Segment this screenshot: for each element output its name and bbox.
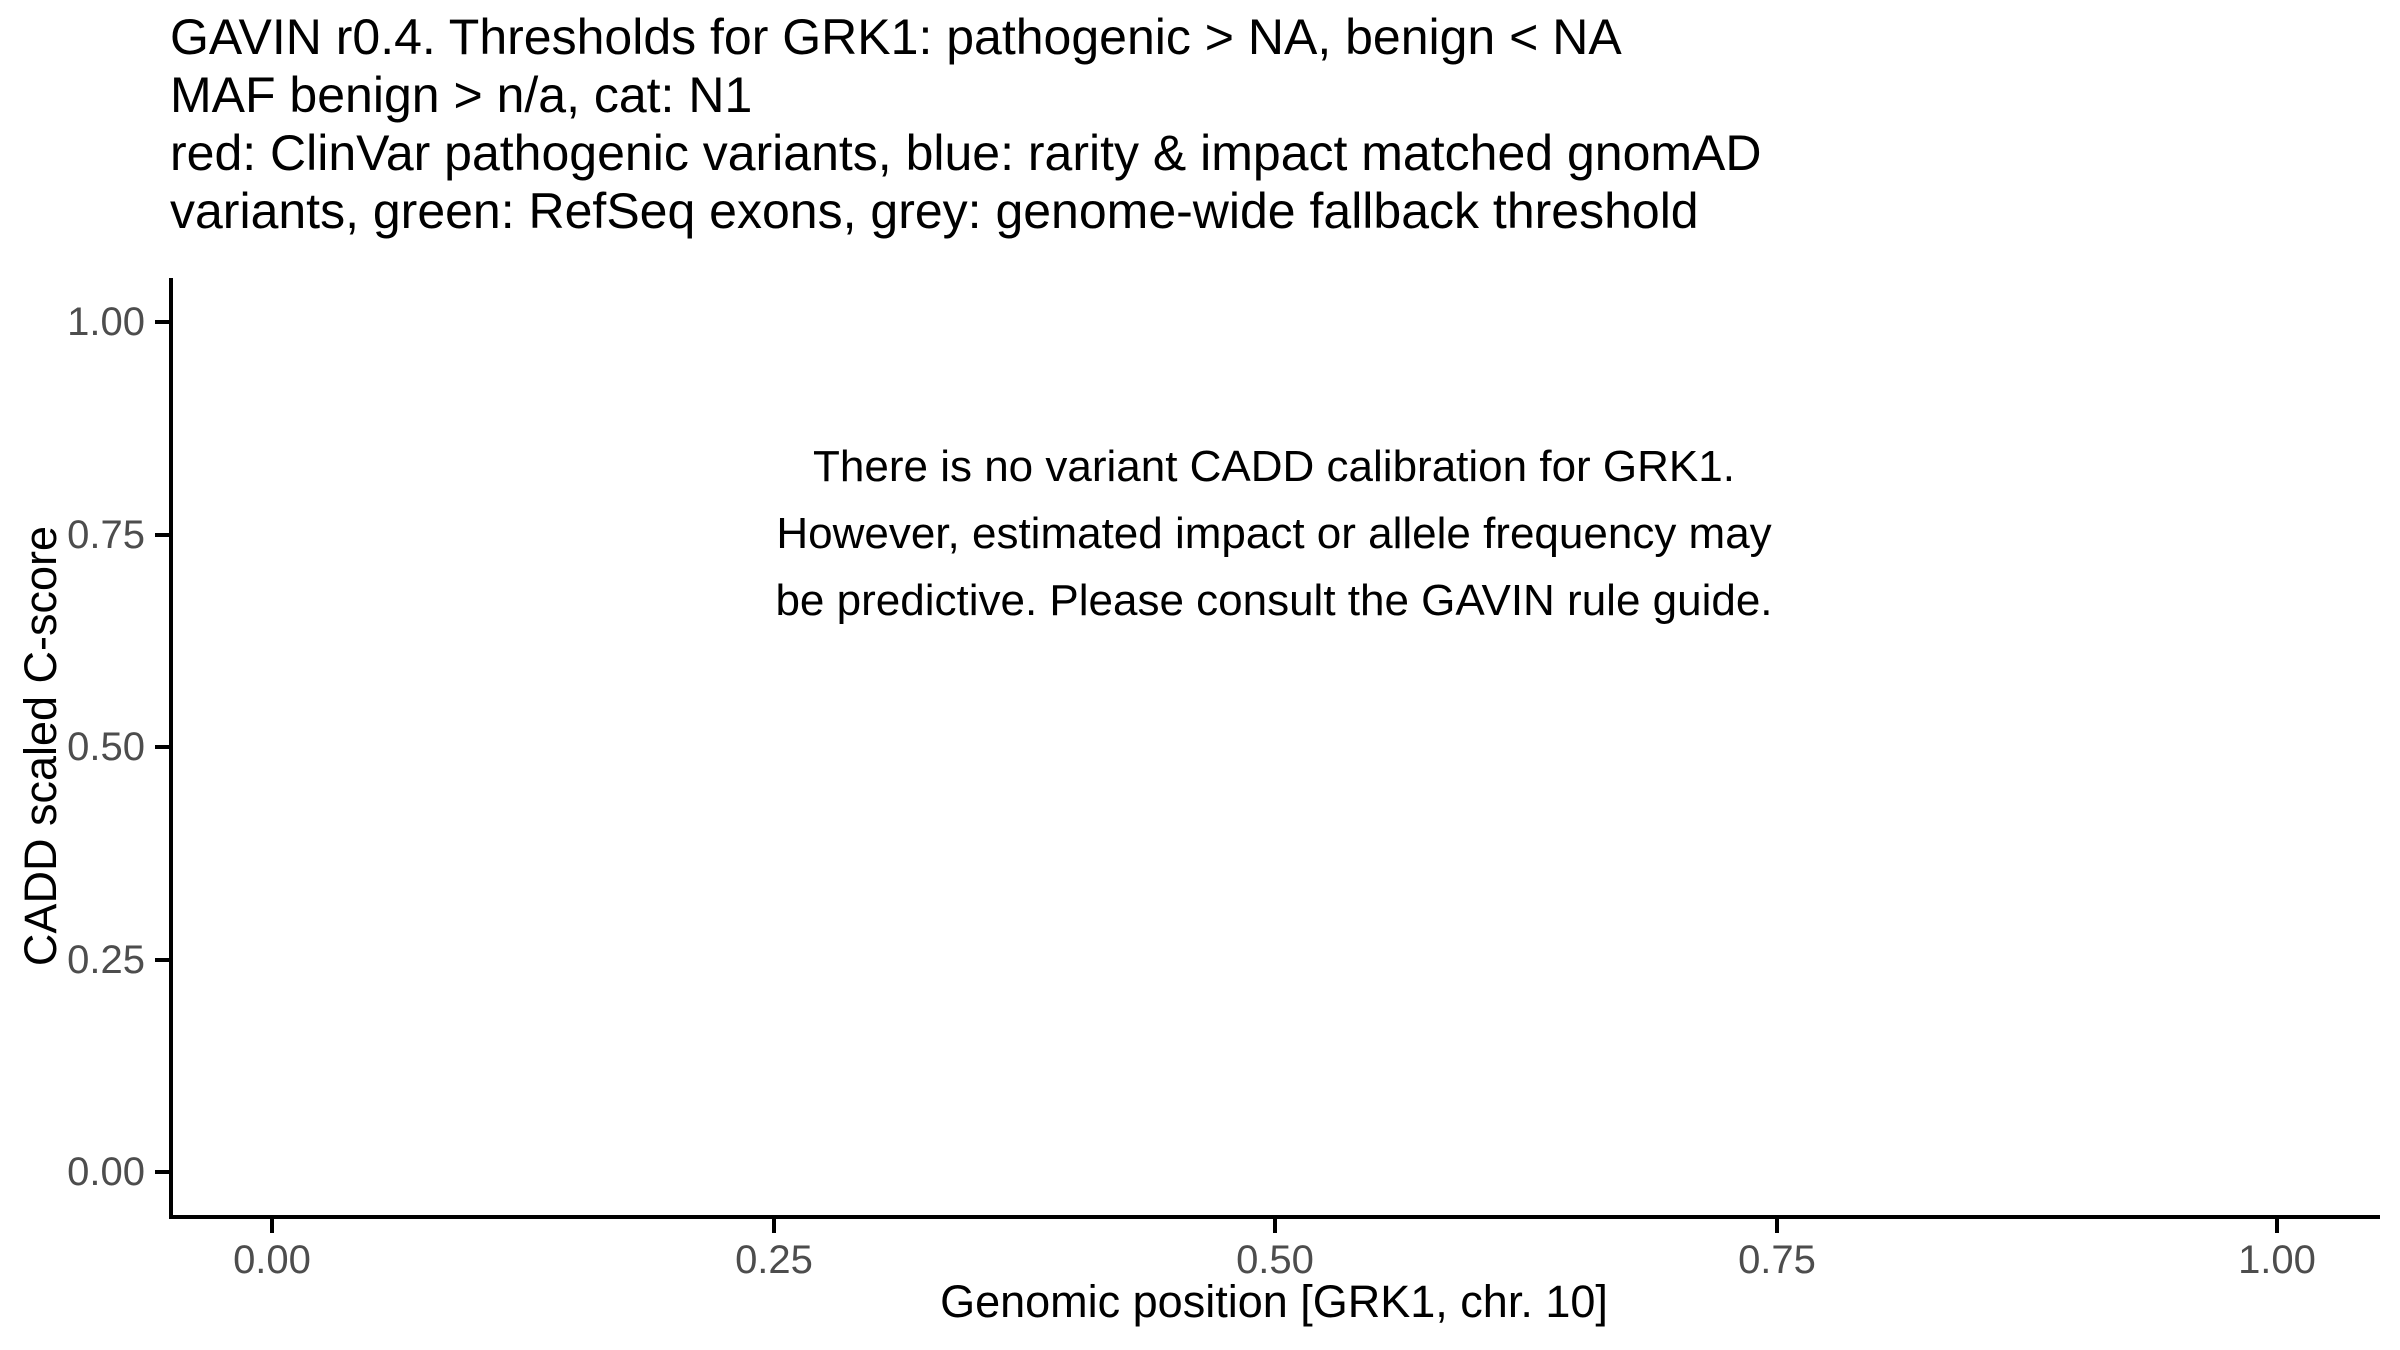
annotation-line-2: However, estimated impact or allele frequency may [776, 509, 1772, 558]
x-tick-label: 0.00 [233, 1238, 311, 1282]
x-tick-mark-0.50 [1273, 1219, 1277, 1233]
plot-title [170, 8, 1761, 240]
x-tick-mark-1.00 [2275, 1219, 2279, 1233]
y-tick-mark-0.00 [155, 1170, 169, 1174]
y-tick-mark-0.25 [155, 958, 169, 962]
no-calibration-annotation [775, 433, 1772, 634]
y-tick-label: 0.50 [67, 725, 145, 769]
x-tick-label: 0.25 [735, 1238, 813, 1282]
y-tick-label: 0.75 [67, 513, 145, 557]
x-tick-mark-0.00 [270, 1219, 274, 1233]
y-tick-mark-0.75 [155, 533, 169, 537]
plot-title-line-4: variants, green: RefSeq exons, grey: genome-wide fallback threshold [170, 183, 1699, 239]
y-tick-mark-0.50 [155, 745, 169, 749]
plot-title-line-1: GAVIN r0.4. Thresholds for GRK1: pathogenic > NA, benign < NA [170, 9, 1622, 65]
x-tick-label: 0.50 [1236, 1238, 1314, 1282]
plot-title-line-2: MAF benign > n/a, cat: N1 [170, 67, 753, 123]
x-tick-label: 1.00 [2238, 1238, 2316, 1282]
y-tick-mark-1.00 [155, 320, 169, 324]
y-tick-label: 0.25 [67, 938, 145, 982]
x-tick-mark-0.25 [772, 1219, 776, 1233]
plot-panel [173, 278, 2379, 1215]
annotation-line-3: be predictive. Please consult the GAVIN rule guide. [775, 576, 1773, 625]
x-axis-title: Genomic position [GRK1, chr. 10] [940, 1276, 1608, 1327]
x-tick-label: 0.75 [1738, 1238, 1816, 1282]
y-axis-line [169, 278, 173, 1219]
plot-title-line-3: red: ClinVar pathogenic variants, blue: rarity & impact matched gnomAD [170, 125, 1762, 181]
annotation-line-1: There is no variant CADD calibration for GRK1. [813, 442, 1735, 491]
x-tick-mark-0.75 [1775, 1219, 1779, 1233]
y-tick-label: 0.00 [67, 1150, 145, 1194]
y-tick-label: 1.00 [67, 300, 145, 344]
y-axis-title: CADD scaled C-score [15, 525, 66, 967]
